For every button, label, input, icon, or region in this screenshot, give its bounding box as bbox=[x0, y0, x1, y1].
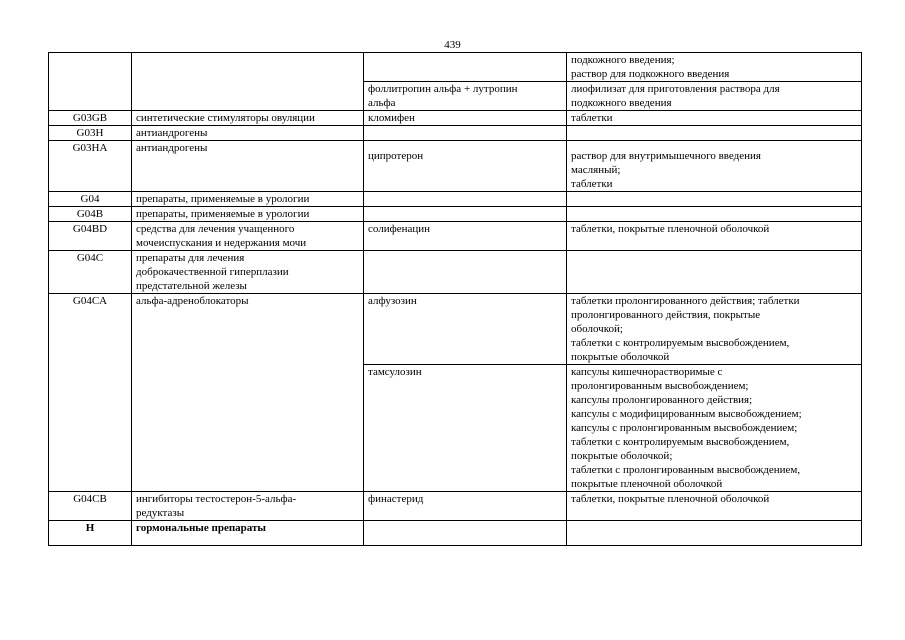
group-name: антиандрогены bbox=[136, 142, 208, 154]
group-name-cell bbox=[132, 141, 364, 192]
table-row bbox=[49, 53, 862, 82]
dosage-forms-cell bbox=[567, 521, 862, 546]
table-row bbox=[49, 294, 862, 365]
dosage-forms-cell bbox=[567, 141, 862, 192]
page-number: 439 bbox=[444, 39, 461, 51]
dosage-form-line: таблетки с пролонгированным высвобождением, bbox=[571, 464, 801, 476]
drug-name-cell bbox=[364, 82, 567, 111]
dosage-forms-cell: таблетки bbox=[567, 111, 862, 126]
dosage-forms-cell bbox=[567, 207, 862, 222]
dosage-form-line: таблетки с контролируемым высвобождением, bbox=[571, 436, 790, 448]
atc-code-cell: G03H bbox=[49, 126, 132, 141]
atc-code-cell: G04B bbox=[49, 207, 132, 222]
atc-code-cell: G04BD bbox=[49, 222, 132, 251]
group-name-line: редуктазы bbox=[136, 507, 185, 519]
dosage-form-line: таблетки bbox=[571, 178, 613, 190]
dosage-form-line: пролонгированного действия, покрытые bbox=[571, 309, 761, 321]
group-name-cell bbox=[132, 251, 364, 294]
drug-name: ципротерон bbox=[368, 150, 424, 162]
group-name-cell bbox=[132, 222, 364, 251]
dosage-form-line: подкожного введения bbox=[571, 97, 672, 109]
group-name-cell: альфа-адреноблокаторы bbox=[132, 294, 364, 492]
drug-name-cell bbox=[364, 251, 567, 294]
dosage-form-line: лиофилизат для приготовления раствора для bbox=[571, 83, 780, 95]
dosage-form-line: оболочкой; bbox=[571, 323, 623, 335]
table-row bbox=[49, 222, 862, 251]
dosage-form-line: капсулы с пролонгированным высвобождением; bbox=[571, 422, 798, 434]
dosage-forms-cell: таблетки, покрытые пленочной оболочкой bbox=[567, 222, 862, 251]
dosage-form-line: раствор для внутримышечного введения bbox=[571, 150, 761, 162]
dosage-form-line: масляный; bbox=[571, 164, 621, 176]
atc-code-cell: G04C bbox=[49, 251, 132, 294]
drug-name-cell bbox=[364, 126, 567, 141]
group-name-cell: антиандрогены bbox=[132, 126, 364, 141]
dosage-form-line: капсулы с модифицированным высвобождением; bbox=[571, 408, 802, 420]
table-row bbox=[49, 521, 862, 546]
table-row bbox=[49, 126, 862, 141]
group-name-cell: синтетические стимуляторы овуляции bbox=[132, 111, 364, 126]
dosage-form-line: раствор для подкожного введения bbox=[571, 68, 730, 80]
table-row bbox=[49, 492, 862, 521]
table-row bbox=[49, 192, 862, 207]
dosage-forms-cell bbox=[567, 192, 862, 207]
drug-name-cell: солифенацин bbox=[364, 222, 567, 251]
dosage-form-line: пролонгированным высвобождением; bbox=[571, 380, 749, 392]
table-row bbox=[49, 111, 862, 126]
dosage-forms-cell bbox=[567, 53, 862, 82]
table-row bbox=[49, 207, 862, 222]
drug-name-cell: финастерид bbox=[364, 492, 567, 521]
group-name-line: ингибиторы тестостерон-5-альфа- bbox=[136, 493, 297, 505]
atc-code-cell bbox=[49, 53, 132, 111]
atc-code-cell: G04CB bbox=[49, 492, 132, 521]
group-name-cell: препараты, применяемые в урологии bbox=[132, 207, 364, 222]
drug-name-cell: кломифен bbox=[364, 111, 567, 126]
atc-code-cell bbox=[49, 141, 132, 192]
drug-name-cell bbox=[364, 53, 567, 82]
dosage-forms-cell bbox=[567, 82, 862, 111]
dosage-forms-cell bbox=[567, 294, 862, 365]
drug-name-cell: алфузозин bbox=[364, 294, 567, 365]
atc-code: G03HA bbox=[72, 142, 108, 154]
group-name-line: доброкачественной гиперплазии bbox=[136, 266, 289, 278]
section-title: гормональные препараты bbox=[136, 522, 267, 534]
table-row bbox=[49, 251, 862, 294]
drug-name-cell bbox=[364, 521, 567, 546]
atc-code-cell: H bbox=[49, 521, 132, 546]
group-name-cell bbox=[132, 53, 364, 111]
group-name-cell: препараты, применяемые в урологии bbox=[132, 192, 364, 207]
dosage-form-line: подкожного введения; bbox=[571, 54, 675, 66]
dosage-form-line: капсулы пролонгированного действия; bbox=[571, 394, 753, 406]
dosage-forms-cell bbox=[567, 126, 862, 141]
dosage-form-line: покрытые оболочкой; bbox=[571, 450, 673, 462]
dosage-forms-cell bbox=[567, 251, 862, 294]
group-name-line: препараты для лечения bbox=[136, 252, 245, 264]
dosage-forms-cell bbox=[567, 365, 862, 492]
dosage-form-line: покрытые пленочной оболочкой bbox=[571, 478, 723, 490]
group-name-line: средства для лечения учащенного bbox=[136, 223, 295, 235]
dosage-forms-cell: таблетки, покрытые пленочной оболочкой bbox=[567, 492, 862, 521]
drug-name-cell: тамсулозин bbox=[364, 365, 567, 492]
dosage-form-line: покрытые оболочкой bbox=[571, 351, 670, 363]
atc-code-cell: G03GB bbox=[49, 111, 132, 126]
drug-name-line: альфа bbox=[368, 97, 396, 109]
drug-name-cell bbox=[364, 207, 567, 222]
drug-name-line: фоллитропин альфа + лутропин bbox=[368, 83, 518, 95]
group-name-cell bbox=[132, 521, 364, 546]
drug-classification-table bbox=[48, 52, 862, 546]
group-name-line: мочеиспускания и недержания мочи bbox=[136, 237, 307, 249]
group-name-cell bbox=[132, 492, 364, 521]
atc-code-cell: G04 bbox=[49, 192, 132, 207]
group-name-line: предстательной железы bbox=[136, 280, 247, 292]
atc-code-cell: G04CA bbox=[49, 294, 132, 492]
dosage-form-line: таблетки пролонгированного действия; таблетки bbox=[571, 295, 800, 307]
dosage-form-line: таблетки с контролируемым высвобождением, bbox=[571, 337, 790, 349]
drug-name-cell bbox=[364, 141, 567, 192]
table-row bbox=[49, 141, 862, 192]
drug-name-cell bbox=[364, 192, 567, 207]
dosage-form-line: капсулы кишечнорастворимые с bbox=[571, 366, 723, 378]
